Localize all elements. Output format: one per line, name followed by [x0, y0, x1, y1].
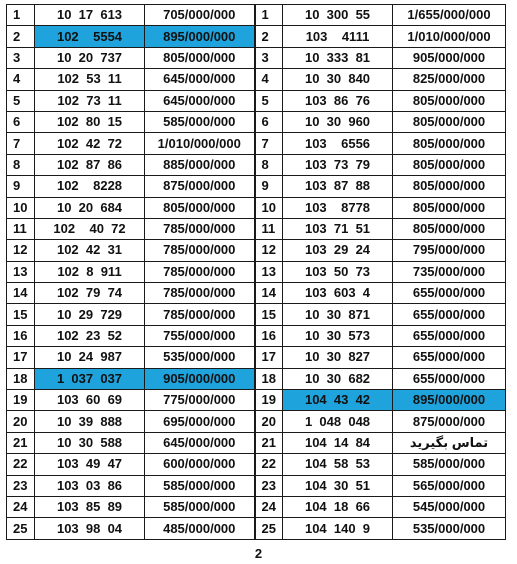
- row-index-left: 17: [7, 347, 35, 368]
- row-index-left: 19: [7, 390, 35, 411]
- phone-number-right: 103 87 88: [283, 176, 393, 197]
- row-index-left: 5: [7, 90, 35, 111]
- table-row: [7, 304, 506, 325]
- price-right: 655/000/000: [393, 347, 506, 368]
- phone-number-right: 104 14 84: [283, 432, 393, 453]
- row-index-right: 19: [255, 390, 283, 411]
- phone-number-right: 10 30 827: [283, 347, 393, 368]
- price-left: 805/000/000: [145, 47, 255, 68]
- price-left: 755/000/000: [145, 325, 255, 346]
- price-left: 905/000/000: [145, 368, 255, 389]
- price-left: 785/000/000: [145, 283, 255, 304]
- phone-number-left: 10 20 737: [35, 47, 145, 68]
- price-left: 645/000/000: [145, 90, 255, 111]
- phone-number-left: 102 53 11: [35, 69, 145, 90]
- price-right: 655/000/000: [393, 368, 506, 389]
- row-index-right: 14: [255, 283, 283, 304]
- row-index-right: 6: [255, 111, 283, 132]
- phone-number-right: 103 29 24: [283, 240, 393, 261]
- phone-number-left: 102 23 52: [35, 325, 145, 346]
- price-left: 535/000/000: [145, 347, 255, 368]
- table-row: [7, 432, 506, 453]
- table-row: [7, 368, 506, 389]
- price-table: [6, 4, 506, 540]
- phone-number-left: 103 85 89: [35, 496, 145, 517]
- phone-number-right: 104 58 53: [283, 454, 393, 475]
- phone-number-left: 102 87 86: [35, 154, 145, 175]
- price-left: 805/000/000: [145, 197, 255, 218]
- phone-number-left: 102 42 72: [35, 133, 145, 154]
- row-index-right: 5: [255, 90, 283, 111]
- table-row: [7, 283, 506, 304]
- phone-number-left: 103 98 04: [35, 518, 145, 539]
- row-index-right: 4: [255, 69, 283, 90]
- price-left: 645/000/000: [145, 69, 255, 90]
- phone-number-left: 102 8 911: [35, 261, 145, 282]
- table-row: [7, 347, 506, 368]
- phone-number-right: 10 333 81: [283, 47, 393, 68]
- phone-number-left: 102 42 31: [35, 240, 145, 261]
- phone-number-right: 103 73 79: [283, 154, 393, 175]
- price-left: 785/000/000: [145, 218, 255, 239]
- price-right: 805/000/000: [393, 197, 506, 218]
- table-row: [7, 325, 506, 346]
- row-index-left: 11: [7, 218, 35, 239]
- row-index-left: 10: [7, 197, 35, 218]
- phone-number-left: 102 5554: [35, 26, 145, 47]
- phone-number-left: 102 40 72: [35, 218, 145, 239]
- row-index-right: 1: [255, 5, 283, 26]
- price-left: 705/000/000: [145, 5, 255, 26]
- phone-number-left: 103 49 47: [35, 454, 145, 475]
- price-left: 585/000/000: [145, 111, 255, 132]
- price-right: 545/000/000: [393, 496, 506, 517]
- row-index-right: 10: [255, 197, 283, 218]
- table-row: [7, 518, 506, 539]
- price-left: 585/000/000: [145, 475, 255, 496]
- price-right: 805/000/000: [393, 218, 506, 239]
- row-index-right: 16: [255, 325, 283, 346]
- phone-number-right: 10 30 840: [283, 69, 393, 90]
- table-row: [7, 111, 506, 132]
- price-right: 805/000/000: [393, 176, 506, 197]
- row-index-right: 9: [255, 176, 283, 197]
- row-index-left: 13: [7, 261, 35, 282]
- phone-number-left: 103 03 86: [35, 475, 145, 496]
- row-index-left: 7: [7, 133, 35, 154]
- phone-number-left: 10 29 729: [35, 304, 145, 325]
- phone-number-right: 103 50 73: [283, 261, 393, 282]
- phone-number-right: 10 30 871: [283, 304, 393, 325]
- table-row: [7, 261, 506, 282]
- table-row: [7, 69, 506, 90]
- row-index-left: 2: [7, 26, 35, 47]
- phone-number-left: 1 037 037: [35, 368, 145, 389]
- row-index-right: 24: [255, 496, 283, 517]
- row-index-left: 3: [7, 47, 35, 68]
- row-index-right: 23: [255, 475, 283, 496]
- row-index-left: 15: [7, 304, 35, 325]
- phone-number-right: 103 8778: [283, 197, 393, 218]
- price-left: 785/000/000: [145, 304, 255, 325]
- phone-number-right: 103 603 4: [283, 283, 393, 304]
- phone-number-right: 10 30 682: [283, 368, 393, 389]
- phone-number-right: 103 71 51: [283, 218, 393, 239]
- phone-number-left: 102 8228: [35, 176, 145, 197]
- price-right: 655/000/000: [393, 304, 506, 325]
- price-table-body: [7, 5, 506, 540]
- price-right: تماس بگیرید: [393, 432, 506, 453]
- phone-number-right: 104 140 9: [283, 518, 393, 539]
- price-left: 875/000/000: [145, 176, 255, 197]
- table-row: [7, 240, 506, 261]
- phone-number-right: 104 30 51: [283, 475, 393, 496]
- price-left: 585/000/000: [145, 496, 255, 517]
- phone-number-left: 10 17 613: [35, 5, 145, 26]
- row-index-right: 18: [255, 368, 283, 389]
- price-left: 785/000/000: [145, 261, 255, 282]
- phone-number-left: 103 60 69: [35, 390, 145, 411]
- row-index-left: 9: [7, 176, 35, 197]
- phone-number-left: 10 39 888: [35, 411, 145, 432]
- row-index-left: 4: [7, 69, 35, 90]
- price-left: 1/010/000/000: [145, 133, 255, 154]
- page-number: 2: [254, 546, 263, 561]
- price-right: 875/000/000: [393, 411, 506, 432]
- table-row: [7, 47, 506, 68]
- table-row: [7, 90, 506, 111]
- table-row: [7, 454, 506, 475]
- price-list-sheet: [6, 4, 506, 540]
- price-right: 655/000/000: [393, 325, 506, 346]
- price-right: 735/000/000: [393, 261, 506, 282]
- row-index-left: 12: [7, 240, 35, 261]
- table-row: [7, 390, 506, 411]
- price-right: 795/000/000: [393, 240, 506, 261]
- phone-number-left: 10 30 588: [35, 432, 145, 453]
- price-left: 785/000/000: [145, 240, 255, 261]
- price-right: 825/000/000: [393, 69, 506, 90]
- price-right: 1/010/000/000: [393, 26, 506, 47]
- row-index-left: 20: [7, 411, 35, 432]
- table-row: [7, 218, 506, 239]
- row-index-right: 17: [255, 347, 283, 368]
- price-right: 535/000/000: [393, 518, 506, 539]
- price-left: 885/000/000: [145, 154, 255, 175]
- row-index-left: 24: [7, 496, 35, 517]
- price-left: 645/000/000: [145, 432, 255, 453]
- table-row: [7, 197, 506, 218]
- row-index-right: 22: [255, 454, 283, 475]
- price-right: 805/000/000: [393, 90, 506, 111]
- row-index-left: 16: [7, 325, 35, 346]
- price-left: 695/000/000: [145, 411, 255, 432]
- phone-number-left: 102 80 15: [35, 111, 145, 132]
- row-index-right: 12: [255, 240, 283, 261]
- phone-number-right: 104 43 42: [283, 390, 393, 411]
- row-index-right: 2: [255, 26, 283, 47]
- row-index-left: 22: [7, 454, 35, 475]
- price-right: 895/000/000: [393, 390, 506, 411]
- table-row: [7, 26, 506, 47]
- table-row: [7, 176, 506, 197]
- row-index-left: 25: [7, 518, 35, 539]
- phone-number-right: 103 4111: [283, 26, 393, 47]
- row-index-right: 21: [255, 432, 283, 453]
- phone-number-left: 10 24 987: [35, 347, 145, 368]
- phone-number-right: 10 30 573: [283, 325, 393, 346]
- row-index-right: 7: [255, 133, 283, 154]
- price-right: 805/000/000: [393, 111, 506, 132]
- table-row: [7, 496, 506, 517]
- price-right: 905/000/000: [393, 47, 506, 68]
- row-index-left: 14: [7, 283, 35, 304]
- price-right: 1/655/000/000: [393, 5, 506, 26]
- price-right: 805/000/000: [393, 133, 506, 154]
- row-index-right: 20: [255, 411, 283, 432]
- table-row: [7, 475, 506, 496]
- price-right: 655/000/000: [393, 283, 506, 304]
- phone-number-right: 10 30 960: [283, 111, 393, 132]
- table-row: [7, 411, 506, 432]
- table-row: [7, 133, 506, 154]
- row-index-right: 13: [255, 261, 283, 282]
- row-index-right: 11: [255, 218, 283, 239]
- phone-number-right: 103 6556: [283, 133, 393, 154]
- row-index-right: 15: [255, 304, 283, 325]
- phone-number-right: 1 048 048: [283, 411, 393, 432]
- row-index-right: 3: [255, 47, 283, 68]
- table-row: [7, 5, 506, 26]
- table-row: [7, 154, 506, 175]
- price-left: 895/000/000: [145, 26, 255, 47]
- price-left: 485/000/000: [145, 518, 255, 539]
- price-right: 585/000/000: [393, 454, 506, 475]
- row-index-right: 8: [255, 154, 283, 175]
- price-left: 775/000/000: [145, 390, 255, 411]
- price-right: 565/000/000: [393, 475, 506, 496]
- phone-number-right: 104 18 66: [283, 496, 393, 517]
- row-index-left: 8: [7, 154, 35, 175]
- row-index-left: 21: [7, 432, 35, 453]
- row-index-left: 18: [7, 368, 35, 389]
- row-index-left: 23: [7, 475, 35, 496]
- phone-number-right: 10 300 55: [283, 5, 393, 26]
- phone-number-left: 102 79 74: [35, 283, 145, 304]
- price-left: 600/000/000: [145, 454, 255, 475]
- phone-number-right: 103 86 76: [283, 90, 393, 111]
- price-right: 805/000/000: [393, 154, 506, 175]
- row-index-right: 25: [255, 518, 283, 539]
- phone-number-left: 10 20 684: [35, 197, 145, 218]
- row-index-left: 6: [7, 111, 35, 132]
- phone-number-left: 102 73 11: [35, 90, 145, 111]
- row-index-left: 1: [7, 5, 35, 26]
